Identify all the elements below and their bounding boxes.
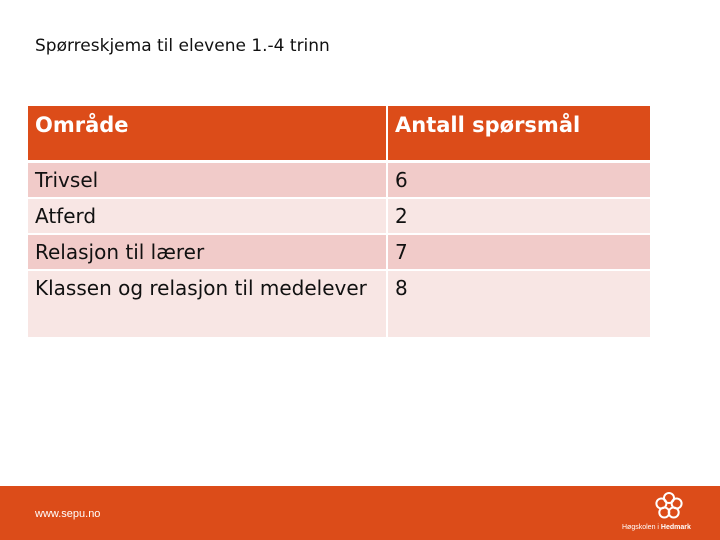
area-cell: Trivsel [28, 161, 387, 198]
table-row [28, 234, 650, 270]
table-row [28, 270, 650, 338]
count-cell: 2 [387, 198, 650, 234]
questions-table [28, 106, 650, 339]
count-cell: 7 [387, 234, 650, 270]
hedmark-flower-logo-icon [654, 491, 684, 521]
footer-bar [0, 486, 720, 540]
column-header-count: Antall spørsmål [387, 106, 650, 161]
footer-url-link[interactable]: www.sepu.no [35, 508, 101, 520]
slide-title: Spørreskjema til elevene 1.-4 trinn [35, 36, 330, 56]
count-cell: 6 [387, 161, 650, 198]
area-cell: Klassen og relasjon til medelever [28, 270, 387, 338]
logo-text-bold: Hedmark [660, 524, 691, 531]
area-cell: Atferd [28, 198, 387, 234]
count-cell: 8 [387, 270, 650, 338]
column-header-area: Område [28, 106, 387, 161]
logo-text [622, 524, 691, 531]
logo-text-regular: Høgskolen i [622, 524, 661, 531]
table-row [28, 198, 650, 234]
area-cell: Relasjon til lærer [28, 234, 387, 270]
table-row [28, 161, 650, 198]
table-header-row [28, 106, 650, 161]
